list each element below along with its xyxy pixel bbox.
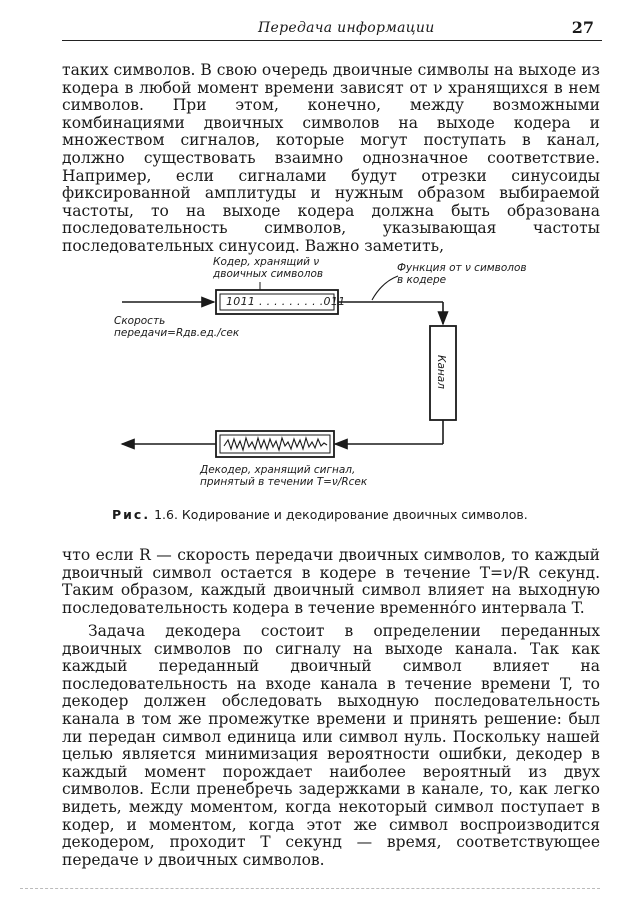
function-label: Функция от ν символов в кодере <box>397 262 527 286</box>
footer-rule <box>20 888 600 889</box>
encoder-label: Кодер, хранящий ν двоичных символов <box>213 256 324 280</box>
function-pointer <box>372 276 398 300</box>
channel-label: Канал <box>434 355 447 389</box>
paragraph-2: что если R — скорость передачи двоичных символов, то каждый двоичный символ остается в кодере в течение T=ν/R секунд. Таким образом, каждый двоичный символ влияет на выходную последовательность кодера в течение временнóго интервала T. <box>62 546 600 617</box>
caption-text: 1.6. Кодирование и декодирование двоичных символов. <box>154 507 528 522</box>
paragraph-1: таких символов. В свою очередь двоичные символы на выходе из кодера в любой момент времени зависят от ν хранящихся в нем символов. При этом, конечно, между возможными комбинациями двоичных символов на выходе кодера и множеством сигналов, которые могут поступать в канал, должно существовать взаимно однозначное соответствие. Например, если сигналами будут отрезки синусоиды фиксированной амплитуды и нужным образом выбираемой частоты, то на выходе кодера должна быть образована последовательность символов, указывающая частоты последовательных синусоид. Важно заметить, <box>62 61 600 255</box>
decoder-label: Декодер, хранящий сигнал, принятый в течении T=ν/Rсек <box>200 464 368 488</box>
figure-caption <box>112 507 562 522</box>
paragraph-3: Задача декодера состоит в определении переданных двоичных символов по сигналу на выходе канала. Так как каждый переданный двоичный символ влияет на последовательность на входе канала в течение времени T, то декодер должен обследовать выходную последовательность канала в том же промежутке времени и принять решение: был ли передан символ единица или символ нуль. Поскольку нашей целью является минимизация вероятности ошибки, декодер в каждый момент порождает наиболее вероятный из двух символов. Если пренебречь задержками в канале, то, как легко видеть, между моментом, когда некоторый символ поступает в кодер, и моментом, когда этот же символ воспроизводится декодером, проходит T секунд — время, соответствующее передаче ν двоичных символов. <box>62 622 600 869</box>
rate-label: Скорость передачи=Rдв.ед./сек <box>114 315 240 339</box>
encoder-contents: 1011 . . . . . . . . .011 <box>226 295 346 308</box>
caption-prefix: Рис. <box>112 507 151 522</box>
page-header <box>62 14 602 41</box>
figure-1-6 <box>110 252 560 497</box>
page-number: 27 <box>571 18 594 37</box>
running-title: Передача информации <box>258 20 435 36</box>
coding-diagram <box>110 252 560 497</box>
